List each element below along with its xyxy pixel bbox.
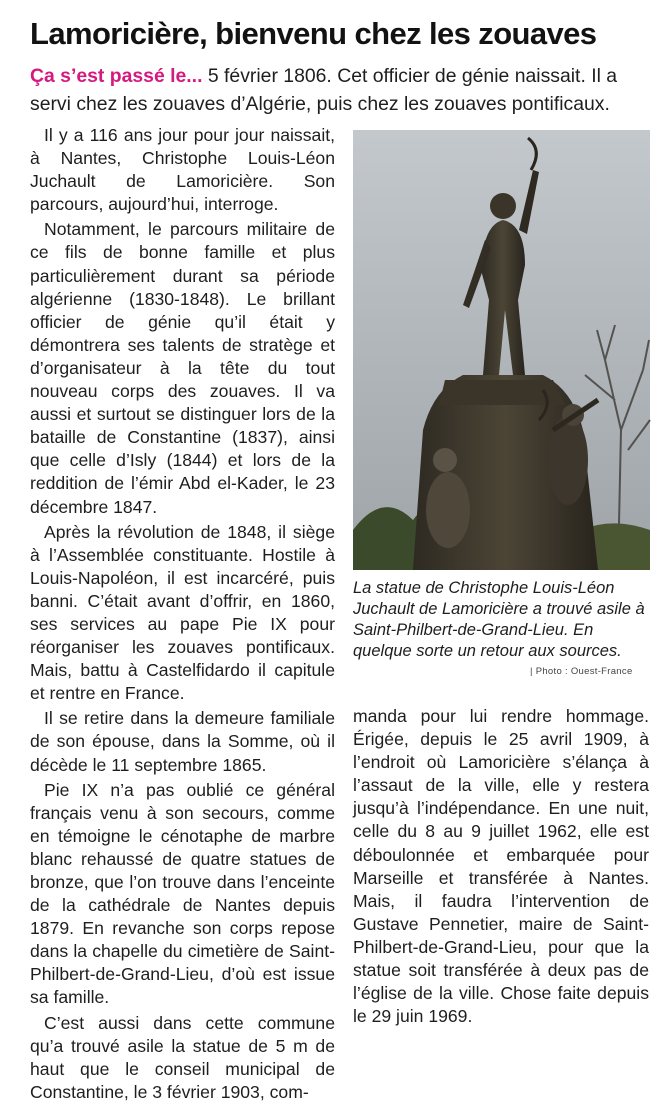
- lede-text: 5 février 1806. Cet officier de génie naissait. Il a servi chez les zouaves d’Algérie, puis chez les zouaves pontificaux.: [30, 65, 618, 115]
- body-paragraph-1: Il y a 116 ans jour pour jour naissait, à Nantes, Christophe Louis-Léon Juchault de Lamoricière. Son parcours, aujourd’hui, interroge.: [30, 125, 335, 215]
- body-paragraph-4: Il se retire dans la demeure familiale de son épouse, dans la Somme, où il décède le 11 septembre 1865.: [30, 708, 335, 775]
- lede-kicker: Ça s’est passé le...: [30, 65, 203, 87]
- lede: [30, 62, 650, 118]
- photo-credit: | Photo : Ouest-France: [530, 666, 633, 677]
- statue-photo: [353, 130, 650, 570]
- body-paragraph-3: Après la révolution de 1848, il siège à l’Assemblée constituante. Hostile à Louis-Napoléon, il est incarcéré, puis banni. C’était avant d’offrir, en 1860, ses services au pape Pie IX pour réorganiser les zouaves pontificaux. Mais, battu à Castelfidardo il capitule et rentre en France.: [30, 521, 335, 704]
- body-paragraph-7: manda pour lui rendre hommage. Érigée, depuis le 25 avril 1909, à l’endroit où Lamoricière s’élança à l’assaut de la ville, elle y restera jusqu’à l’indépendance. En une nuit, celle du 8 au 9 juillet 1962, elle est déboulonnée et embarquée pour Marseille et transférée à Nantes. Mais, il faudra l’intervention de Gustave Pennetier, maire de Saint-Philbert-de-Grand-Lieu, pour que la statue soit transférée à deux pas de l’église de la ville. Chose faite depuis le 29 juin 1969.: [353, 706, 649, 1027]
- headline: Lamoricière, bienvenu chez les zouaves: [30, 16, 597, 51]
- statue-illustration: [353, 130, 650, 570]
- photo-caption: La statue de Christophe Louis-Léon Juchault de Lamoricière a trouvé asile à Saint-Philbert-de-Grand-Lieu. En quelque sorte un retour aux sources.: [353, 579, 645, 660]
- body-column-left: [30, 124, 335, 1104]
- body-paragraph-5: Pie IX n’a pas oublié ce général français venu à son secours, comme en témoigne le cénotaphe de marbre blanc rehaussé de quatre statues de bronze, que l’on trouve dans l’enceinte de la cathédrale de Nantes depuis 1879. En revanche son corps repose dans la chapelle du cimetière de Saint-Philbert-de-Grand-Lieu, d’où est issue sa famille.: [30, 779, 335, 1008]
- body-paragraph-6: C’est aussi dans cette commune qu’a trouvé asile la statue de 5 m de haut que le conseil municipal de Constantine, le 3 février 1903, com-: [30, 1012, 335, 1102]
- body-paragraph-2: Notamment, le parcours militaire de ce fils de bonne famille et plus particulièrement durant sa période algérienne (1830-1848). Le brillant officier de génie qu’il était y démontrera ses talents de stratège et d’organisateur à la tête du tout nouveau corps des zouaves. Il va aussi et surtout se distinguer lors de la bataille de Constantine (1837), ainsi que celle d’Isly (1844) et lors de la reddition de l’émir Abd el-Kader, le 23 décembre 1847.: [30, 219, 335, 517]
- body-column-right: [353, 705, 649, 1028]
